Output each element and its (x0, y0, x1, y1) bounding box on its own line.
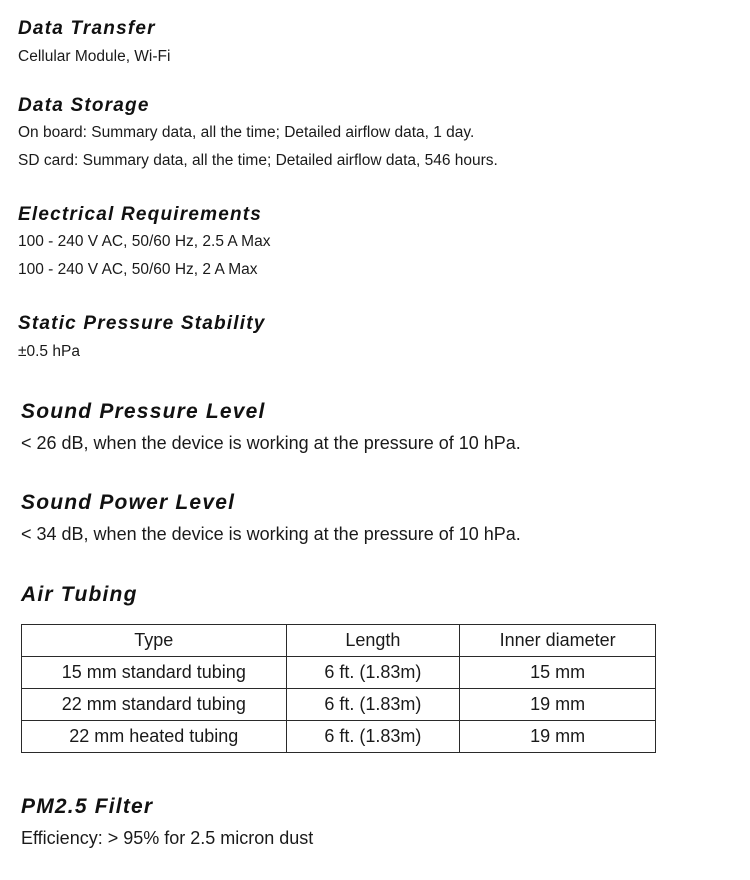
electrical-requirements-heading: Electrical Requirements (18, 204, 263, 225)
table-header-row (22, 625, 656, 657)
tubing-length-cell: 6 ft. (1.83m) (286, 657, 460, 689)
sound-power-value: < 34 dB, when the device is working at the pressure of 10 hPa. (21, 524, 521, 544)
tubing-length-cell: 6 ft. (1.83m) (286, 721, 460, 753)
tubing-type-cell: 15 mm standard tubing (22, 657, 287, 689)
electrical-requirement-2: 100 - 240 V AC, 50/60 Hz, 2 A Max (18, 261, 258, 278)
data-transfer-value: Cellular Module, Wi-Fi (18, 48, 171, 65)
sound-pressure-value: < 26 dB, when the device is working at the pressure of 10 hPa. (21, 433, 521, 453)
data-transfer-heading: Data Transfer (18, 18, 156, 39)
data-storage-heading: Data Storage (18, 95, 150, 116)
pm25-filter-efficiency: Efficiency: > 95% for 2.5 micron dust (21, 828, 314, 848)
column-header-inner-diameter: Inner diameter (460, 625, 656, 657)
tubing-type-cell: 22 mm standard tubing (22, 689, 287, 721)
table-row (22, 721, 656, 753)
sound-pressure-heading: Sound Pressure Level (21, 400, 266, 423)
tubing-diameter-cell: 19 mm (460, 721, 656, 753)
electrical-requirement-1: 100 - 240 V AC, 50/60 Hz, 2.5 A Max (18, 233, 271, 250)
sound-power-heading: Sound Power Level (21, 491, 236, 514)
column-header-type: Type (22, 625, 287, 657)
pm25-filter-heading: PM2.5 Filter (21, 795, 154, 818)
static-pressure-value: ±0.5 hPa (18, 343, 80, 360)
tubing-diameter-cell: 15 mm (460, 657, 656, 689)
table-row (22, 689, 656, 721)
static-pressure-heading: Static Pressure Stability (18, 313, 266, 334)
data-storage-onboard: On board: Summary data, all the time; Detailed airflow data, 1 day. (18, 124, 475, 141)
air-tubing-heading: Air Tubing (21, 583, 138, 606)
tubing-type-cell: 22 mm heated tubing (22, 721, 287, 753)
tubing-diameter-cell: 19 mm (460, 689, 656, 721)
air-tubing-table (21, 624, 656, 753)
column-header-length: Length (286, 625, 460, 657)
table-row (22, 657, 656, 689)
data-storage-sd-card: SD card: Summary data, all the time; Detailed airflow data, 546 hours. (18, 152, 498, 169)
tubing-length-cell: 6 ft. (1.83m) (286, 689, 460, 721)
